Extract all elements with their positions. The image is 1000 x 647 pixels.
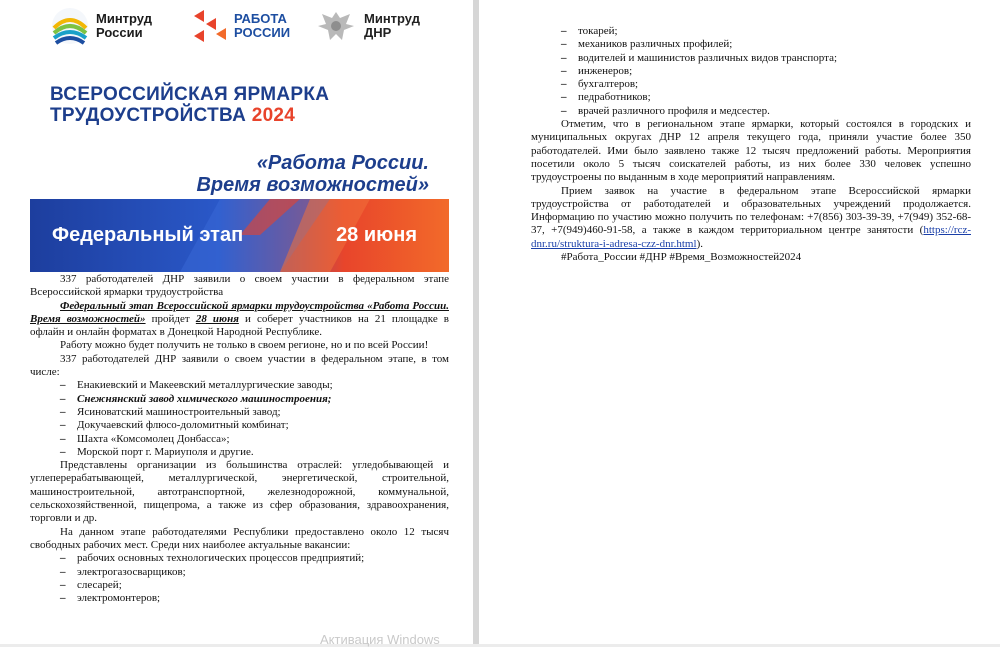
banner-stage-label: Федеральный этап bbox=[52, 224, 244, 246]
slogan-line1: «Работа России. bbox=[256, 152, 429, 174]
list-item: – токарей; bbox=[531, 25, 971, 38]
p2-end: ). bbox=[696, 237, 703, 250]
mintrud-dnr-line2: ДНР bbox=[364, 25, 392, 40]
list-item: – врачей различного профиля и медсестер. bbox=[531, 105, 971, 118]
list-item: – Енакиевский и Макеевский металлургические заводы; bbox=[30, 379, 449, 392]
list-item: – Ясиноватский машиностроительный завод; bbox=[30, 406, 449, 419]
paragraph-russia: Работу можно будет получить не только в своем регионе, но и по всей России! bbox=[60, 339, 429, 352]
p2-text: Прием заявок на участие в федеральном этапе Всероссийской ярмарки трудоустройства от работодателей и образовательных учреждений продолжается. Информацию по участию можно получить по телефонам: +7(856) 303-39-39, +7(949) 352-68-37, +7(949)460-91-58, а также в каждом территориальном центре занятости ( bbox=[531, 184, 971, 237]
list-item: – педработников; bbox=[531, 91, 971, 104]
rabota-logo-line2: РОССИИ bbox=[234, 25, 291, 40]
paragraph-federal-stage bbox=[30, 300, 449, 340]
mintrud-logo bbox=[50, 6, 152, 46]
slogan-line2: Время возможностей» bbox=[196, 174, 429, 196]
logo-row bbox=[50, 6, 450, 46]
list-item: – бухгалтеров; bbox=[531, 78, 971, 91]
lead-paragraph: 337 работодателей ДНР заявили о своем участии в федеральном этапе Всероссийской ярмарки трудоустройства bbox=[30, 273, 449, 299]
paragraph-vacancies-intro: На данном этапе работодателями Республики предоставлено около 12 тысяч свободных рабочих мест. Среди них наиболее актуальные вакансии: bbox=[30, 525, 449, 551]
document-page-right bbox=[479, 0, 1000, 644]
fair-year: 2024 bbox=[251, 105, 296, 126]
mintrud-dnr-logo bbox=[314, 6, 420, 46]
hashtags: #Работа_России #ДНР #Время_Возможностей2024 bbox=[561, 251, 802, 264]
list-item: – электромонтеров; bbox=[30, 592, 449, 605]
list-item: – Шахта «Комсомолец Донбасса»; bbox=[30, 433, 449, 446]
rabota-rossii-logo bbox=[192, 6, 290, 46]
list-item: – Докучаевский флюсо-доломитный комбинат; bbox=[30, 419, 449, 432]
rabota-arrows-icon bbox=[192, 8, 228, 44]
list-item: – Снежнянский завод химического машиностроения; bbox=[30, 393, 449, 406]
mintrud-emblem-icon bbox=[50, 6, 90, 46]
fair-slogan bbox=[109, 152, 429, 196]
vacancies-list-left bbox=[30, 552, 449, 605]
list-item: – Морской порт г. Мариуполя и другие. bbox=[30, 446, 449, 459]
federal-stage-banner bbox=[30, 199, 449, 272]
article-body-right bbox=[531, 25, 971, 264]
list-item: – водителей и машинистов различных видов транспорта; bbox=[531, 52, 971, 65]
federal-stage-link[interactable]: Федеральный этап Всероссийской ярмарки трудоустройства «Работа России. Время возможностей» bbox=[30, 299, 449, 325]
list-item: – рабочих основных технологических процессов предприятий; bbox=[30, 552, 449, 565]
p2-end: и соберет участников на 21 площадке в офлайн и онлайн форматах в Донецкой Народной Республике. bbox=[30, 312, 450, 339]
eagle-emblem-icon bbox=[314, 6, 358, 46]
paragraph-applications bbox=[531, 185, 971, 251]
list-item: – инженеров; bbox=[531, 65, 971, 78]
paragraph-industries: Представлены организации из большинства отраслей: угледобывающей и углеперерабатывающей, металлургической, энергетической, строительной, машиностроительной, автотранспортной, железнодорожной, коммунальной, сельскохозяйственной, пищепрома, а также из сфер образования, здравоохранения, торговли и др. bbox=[30, 459, 449, 525]
document-page-left bbox=[0, 0, 473, 644]
list-item: – слесарей; bbox=[30, 579, 449, 592]
p2-mid: пройдет bbox=[145, 312, 196, 325]
list-item: – механиков различных профилей; bbox=[531, 38, 971, 51]
paragraph-employers-intro: 337 работодателей ДНР заявили о своем участии в федеральном этапе, в том числе: bbox=[30, 352, 449, 379]
paragraph-regional-stage: Отметим, что в региональном этапе ярмарки, который состоялся в городских и муниципальных округах ДНР 12 апреля текущего года, приняли участие более 350 работодателей. Ими было заявлено также 12 тысяч предложений работы. Мероприятия посетили около 5 тысяч соискателей работы, из них более 330 человек успешно трудоустроены по выданным в ходе мероприятий направлениям. bbox=[531, 118, 971, 184]
fair-title-line1: ВСЕРОССИЙСКАЯ ЯРМАРКА bbox=[50, 84, 330, 105]
czz-link[interactable]: https://rcz-dnr.ru/struktura-i-adresa-czz-dnr.html bbox=[531, 224, 971, 250]
vacancies-list-right bbox=[531, 25, 971, 118]
mintrud-logo-line2: России bbox=[96, 25, 143, 40]
mintrud-dnr-line1: Минтруд bbox=[364, 11, 420, 26]
rabota-logo-line1: РАБОТА bbox=[234, 11, 287, 26]
fair-title bbox=[50, 84, 430, 126]
employers-list bbox=[30, 379, 449, 459]
event-date: 28 июня bbox=[195, 312, 239, 325]
banner-date: 28 июня bbox=[336, 224, 417, 246]
windows-activation-watermark: Активация Windows bbox=[320, 632, 440, 647]
mintrud-logo-line1: Минтруд bbox=[96, 11, 152, 26]
fair-title-line2: ТРУДОУСТРОЙСТВА bbox=[50, 105, 247, 126]
article-body-left bbox=[30, 273, 449, 605]
list-item: – электрогазосварщиков; bbox=[30, 566, 449, 579]
